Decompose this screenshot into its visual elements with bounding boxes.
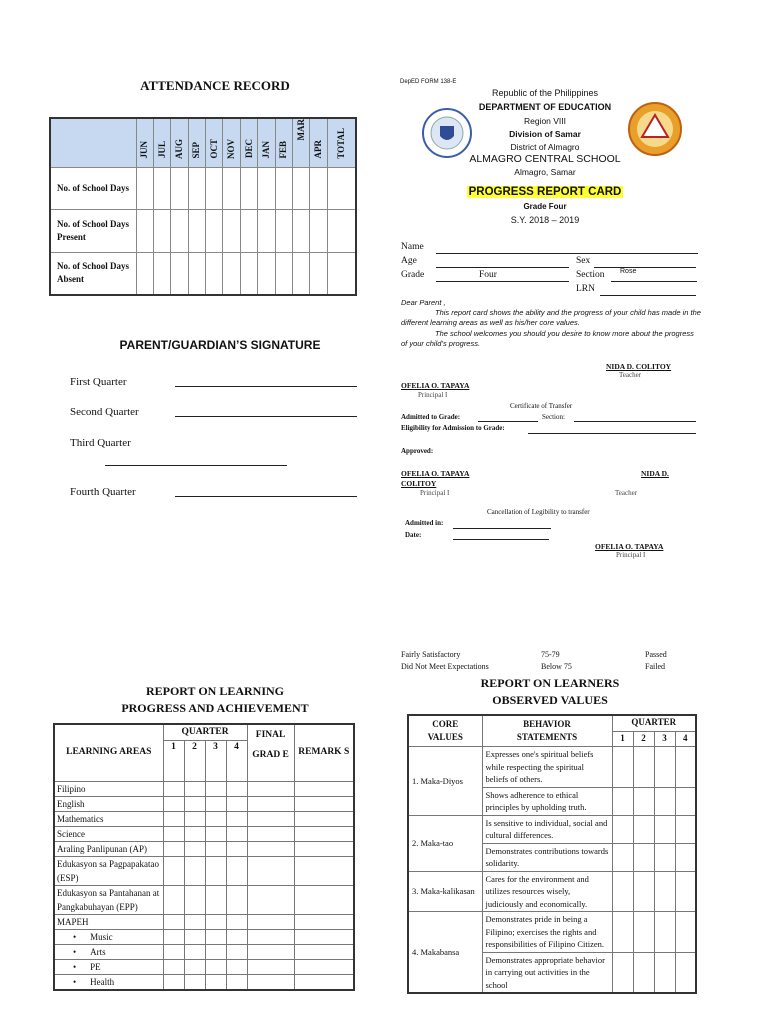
- grade-cell[interactable]: [205, 885, 226, 914]
- subject-label: English: [57, 798, 85, 809]
- second-quarter-label: Second Quarter: [70, 406, 139, 418]
- rating-cell[interactable]: [654, 747, 675, 788]
- month-header: DEC: [243, 139, 254, 159]
- teacher-title: Teacher: [615, 489, 638, 497]
- grade-cell[interactable]: [163, 781, 184, 796]
- grade-cell[interactable]: [294, 944, 354, 959]
- signature-line[interactable]: [175, 416, 357, 417]
- admitted-grade-label: Admitted to Grade:: [401, 413, 461, 421]
- subject-label: Science: [57, 828, 85, 839]
- form-number: DepED FORM 138-E: [400, 79, 457, 85]
- grade-cell[interactable]: [247, 811, 294, 826]
- subject-label: Music: [90, 931, 113, 942]
- first-quarter-label: First Quarter: [70, 376, 127, 388]
- grade-cell[interactable]: [226, 781, 247, 796]
- grade-cell[interactable]: [247, 929, 294, 944]
- date-label: Date:: [405, 531, 422, 539]
- month-header: OCT: [208, 138, 219, 159]
- grade-value: Four: [479, 270, 497, 280]
- grade-cell[interactable]: [294, 781, 354, 796]
- subject-row: [54, 796, 354, 811]
- rating-cell[interactable]: [654, 871, 675, 912]
- quarter-2-header: 2: [633, 731, 654, 746]
- rating-cell[interactable]: [675, 952, 696, 993]
- quarter-3-header: 3: [654, 731, 675, 746]
- grade-cell[interactable]: [247, 885, 294, 914]
- behavior-statement: Is sensitive to individual, social and cultural differences.: [482, 815, 612, 843]
- grade-cell[interactable]: [205, 826, 226, 841]
- grade-cell[interactable]: [163, 811, 184, 826]
- month-header: SEP: [191, 141, 202, 159]
- grade-cell[interactable]: [247, 944, 294, 959]
- row-label: No. of School Days: [50, 167, 136, 210]
- values-title: REPORT ON LEARNERS: [480, 676, 620, 690]
- values-title: OBSERVED VALUES: [492, 693, 608, 707]
- grade-cell[interactable]: [247, 841, 294, 856]
- grade-cell[interactable]: [226, 974, 247, 990]
- attendance-table: [49, 117, 357, 296]
- grade-cell[interactable]: [226, 826, 247, 841]
- rating-cell[interactable]: [654, 952, 675, 993]
- learning-areas-table: [53, 723, 355, 991]
- grade-cell[interactable]: [247, 959, 294, 974]
- subject-name: [54, 929, 163, 944]
- grade-cell[interactable]: [163, 841, 184, 856]
- month-header: AUG: [173, 138, 184, 159]
- third-quarter-label: Third Quarter: [70, 437, 131, 449]
- behavior-statement: Shows adherence to ethical principles by upholding truth.: [482, 787, 612, 815]
- approved-label: Approved:: [401, 447, 434, 455]
- behavior-statement: Demonstrates pride in being a Filipino; exercises the rights and responsibilities of Filipino Citizen.: [482, 912, 612, 953]
- month-header: NOV: [226, 138, 237, 159]
- letter-paragraph: The school welcomes you should you desire to know more about the progress of your child’s progress.: [401, 329, 694, 348]
- grade-cell[interactable]: [184, 856, 205, 885]
- learning-areas-header: LEARNING AREAS: [54, 724, 163, 781]
- core-value: 3. Maka-kalikasan: [408, 871, 482, 912]
- grade-cell[interactable]: [184, 959, 205, 974]
- grade-cell[interactable]: [205, 944, 226, 959]
- bullet-icon: •: [73, 961, 77, 972]
- grade-cell[interactable]: [184, 811, 205, 826]
- value-row: [408, 912, 696, 953]
- scale-range: 75-79: [541, 650, 560, 659]
- quarter-header: QUARTER: [612, 715, 696, 731]
- subject-row: [54, 959, 354, 974]
- grade-level: Grade Four: [523, 202, 567, 211]
- grade-cell[interactable]: [294, 796, 354, 811]
- admitted-grade-field[interactable]: [478, 421, 538, 422]
- age-label: Age: [401, 256, 417, 266]
- scale-desc: Fairly Satisfactory: [401, 650, 461, 659]
- attendance-title: ATTENDANCE RECORD: [140, 78, 290, 93]
- grade-cell[interactable]: [205, 856, 226, 885]
- grade-cell[interactable]: [294, 959, 354, 974]
- core-values-table: [407, 714, 697, 994]
- grade-cell[interactable]: [184, 826, 205, 841]
- grade-cell[interactable]: [163, 885, 184, 914]
- grade-label: Grade: [401, 270, 425, 280]
- behavior-statement: Expresses one's spiritual beliefs while respecting the spiritual beliefs of others.: [482, 747, 612, 788]
- grade-cell[interactable]: [184, 914, 205, 929]
- subject-row: [54, 929, 354, 944]
- grade-cell[interactable]: [294, 811, 354, 826]
- month-header: JUN: [139, 141, 150, 159]
- subject-row: [54, 781, 354, 796]
- grade-cell[interactable]: [226, 914, 247, 929]
- grade-cell[interactable]: [247, 781, 294, 796]
- value-row: [408, 871, 696, 912]
- rating-cell[interactable]: [633, 815, 654, 843]
- teacher-title: Teacher: [619, 371, 642, 379]
- subject-name: [54, 944, 163, 959]
- section-label: Section: [576, 270, 605, 280]
- bullet-icon: •: [73, 976, 77, 987]
- subject-name: [54, 914, 163, 929]
- row-label: No. of School Days Present: [50, 210, 136, 253]
- grade-cell[interactable]: [205, 929, 226, 944]
- rating-cell[interactable]: [633, 871, 654, 912]
- rating-cell[interactable]: [612, 787, 633, 815]
- grade-cell[interactable]: [226, 929, 247, 944]
- school-address: Almagro, Samar: [514, 167, 576, 177]
- subject-name: [54, 974, 163, 990]
- attendance-row: [50, 167, 356, 210]
- signature-title: PARENT/GUARDIAN’S SIGNATURE: [119, 338, 321, 352]
- rating-cell[interactable]: [675, 912, 696, 953]
- rating-cell[interactable]: [633, 787, 654, 815]
- department: DEPARTMENT OF EDUCATION: [478, 102, 612, 112]
- grade-cell[interactable]: [226, 959, 247, 974]
- grade-cell[interactable]: [294, 929, 354, 944]
- letter-paragraph: This report card shows the ability and the progress of your child has made in the different learning areas as well as his/her core values.: [401, 308, 701, 327]
- eligibility-field[interactable]: [528, 433, 696, 434]
- grade-cell[interactable]: [247, 826, 294, 841]
- principal-title: Principal I: [420, 489, 450, 497]
- subject-label: Araling Panlipunan (AP): [57, 843, 147, 854]
- subject-name: [54, 811, 163, 826]
- bullet-icon: •: [73, 931, 77, 942]
- admitted-in-field[interactable]: [453, 528, 551, 529]
- subject-row: [54, 944, 354, 959]
- signature-line[interactable]: [175, 496, 357, 497]
- month-header: JUL: [156, 141, 167, 159]
- month-header: MAR: [295, 119, 306, 141]
- rating-cell[interactable]: [612, 815, 633, 843]
- core-value: 1. Maka-Diyos: [408, 747, 482, 816]
- quarter-2-header: 2: [184, 740, 205, 781]
- fourth-quarter-label: Fourth Quarter: [70, 486, 136, 498]
- sex-field[interactable]: [594, 267, 696, 268]
- sex-label: Sex: [576, 256, 591, 266]
- learning-title: REPORT ON LEARNING: [145, 684, 285, 698]
- bullet-icon: •: [73, 946, 77, 957]
- behavior-statement: Cares for the environment and utilizes resources wisely, judiciously and economically.: [482, 871, 612, 912]
- scale-remark: Failed: [645, 662, 665, 671]
- admitted-in-label: Admitted in:: [405, 519, 444, 527]
- grade-cell[interactable]: [163, 929, 184, 944]
- grade-cell[interactable]: [184, 841, 205, 856]
- rating-cell[interactable]: [675, 787, 696, 815]
- month-header: JAN: [260, 141, 271, 159]
- subject-label: Arts: [90, 946, 106, 957]
- subject-label: MAPEH: [57, 916, 89, 927]
- grade-cell[interactable]: [205, 914, 226, 929]
- quarter-3-header: 3: [205, 740, 226, 781]
- transfer-section-label: Section:: [542, 413, 565, 421]
- region: Region VIII: [523, 116, 567, 126]
- grade-cell[interactable]: [163, 856, 184, 885]
- subject-label: Edukasyon sa Pagpapakatao (ESP): [57, 858, 159, 883]
- rating-cell[interactable]: [612, 912, 633, 953]
- core-values-header: CORE VALUES: [408, 715, 482, 747]
- grade-cell[interactable]: [226, 811, 247, 826]
- subject-row: [54, 841, 354, 856]
- subject-row: [54, 826, 354, 841]
- quarter-1-header: 1: [163, 740, 184, 781]
- grade-cell[interactable]: [226, 841, 247, 856]
- quarter-header: QUARTER: [163, 724, 247, 740]
- rating-cell[interactable]: [675, 871, 696, 912]
- subject-label: Edukasyon sa Pantahanan at Pangkabuhayan (EPP): [57, 887, 160, 912]
- subject-name: [54, 856, 163, 885]
- rating-cell[interactable]: [654, 843, 675, 871]
- grade-cell[interactable]: [226, 856, 247, 885]
- quarter-4-header: 4: [675, 731, 696, 746]
- subject-label: Filipino: [57, 783, 86, 794]
- rating-cell[interactable]: [612, 843, 633, 871]
- signature-line[interactable]: [105, 465, 287, 466]
- transfer-section-field[interactable]: [574, 421, 696, 422]
- quarter-4-header: 4: [226, 740, 247, 781]
- behavior-header: BEHAVIOR STATEMENTS: [482, 715, 612, 747]
- behavior-statement: Demonstrates contributions towards solidarity.: [482, 843, 612, 871]
- grade-cell[interactable]: [247, 796, 294, 811]
- subject-row: [54, 885, 354, 914]
- signature-line[interactable]: [175, 386, 357, 387]
- grade-cell[interactable]: [247, 856, 294, 885]
- transfer-title: Certificate of Transfer: [510, 402, 573, 410]
- grade-cell[interactable]: [184, 796, 205, 811]
- rating-cell[interactable]: [633, 747, 654, 788]
- final-grade-header: FINAL GRAD E: [247, 724, 294, 781]
- subject-name: [54, 796, 163, 811]
- subject-label: Health: [90, 976, 115, 987]
- core-value: 2. Maka-tao: [408, 815, 482, 871]
- card-title: PROGRESS REPORT CARD: [468, 186, 622, 198]
- name-label: Name: [401, 242, 424, 252]
- grade-cell[interactable]: [294, 914, 354, 929]
- grade-cell[interactable]: [184, 929, 205, 944]
- principal-title: Principal I: [616, 551, 646, 559]
- principal-name: OFELIA O. TAPAYA: [595, 542, 664, 551]
- grade-cell[interactable]: [163, 914, 184, 929]
- grade-cell[interactable]: [205, 781, 226, 796]
- rating-cell[interactable]: [654, 815, 675, 843]
- attendance-row: [50, 252, 356, 295]
- grade-cell[interactable]: [294, 885, 354, 914]
- age-field[interactable]: [436, 267, 569, 268]
- subject-name: [54, 959, 163, 974]
- grade-cell[interactable]: [163, 959, 184, 974]
- subject-label: Mathematics: [57, 813, 104, 824]
- remarks-header: REMARK S: [294, 724, 354, 781]
- teacher-name-cont: COLITOY: [401, 479, 437, 488]
- total-header: TOTAL: [335, 127, 346, 159]
- grade-cell[interactable]: [205, 974, 226, 990]
- school-year: S.Y. 2018 – 2019: [510, 215, 580, 225]
- scale-desc: Did Not Meet Expectations: [401, 662, 489, 671]
- subject-row: [54, 974, 354, 990]
- grade-cell[interactable]: [163, 944, 184, 959]
- month-header: APR: [313, 140, 324, 159]
- rating-cell[interactable]: [654, 787, 675, 815]
- grade-cell[interactable]: [226, 796, 247, 811]
- rating-cell[interactable]: [612, 952, 633, 993]
- grade-cell[interactable]: [205, 796, 226, 811]
- subject-label: PE: [90, 961, 101, 972]
- scale-range: Below 75: [541, 662, 572, 671]
- grade-field[interactable]: [436, 281, 569, 282]
- subject-name: [54, 781, 163, 796]
- grade-cell[interactable]: [294, 826, 354, 841]
- district: District of Almagro: [510, 142, 580, 152]
- subject-row: [54, 811, 354, 826]
- grade-cell[interactable]: [205, 959, 226, 974]
- school-name: ALMAGRO CENTRAL SCHOOL: [469, 153, 621, 165]
- grade-cell[interactable]: [163, 974, 184, 990]
- core-value: 4. Makabansa: [408, 912, 482, 994]
- month-header: FEB: [278, 140, 289, 159]
- rating-cell[interactable]: [633, 952, 654, 993]
- date-field[interactable]: [453, 539, 549, 540]
- grade-cell[interactable]: [294, 856, 354, 885]
- eligibility-label: Eligibility for Admission to Grade:: [401, 424, 505, 432]
- rating-cell[interactable]: [612, 747, 633, 788]
- value-row: [408, 815, 696, 843]
- teacher-name: NIDA D. COLITOY: [606, 362, 672, 371]
- grade-cell[interactable]: [184, 944, 205, 959]
- subject-name: [54, 826, 163, 841]
- grade-cell[interactable]: [205, 811, 226, 826]
- grade-cell[interactable]: [205, 841, 226, 856]
- quarter-1-header: 1: [612, 731, 633, 746]
- rating-cell[interactable]: [633, 912, 654, 953]
- section-value: Rose: [620, 268, 637, 275]
- behavior-statement: Demonstrates appropriate behavior in carrying out activities in the school: [482, 952, 612, 993]
- republic: Republic of the Philippines: [491, 88, 599, 98]
- value-row: [408, 747, 696, 788]
- learning-title: PROGRESS AND ACHIEVEMENT: [121, 701, 309, 715]
- grade-cell[interactable]: [226, 944, 247, 959]
- subject-row: [54, 914, 354, 929]
- grade-cell[interactable]: [184, 974, 205, 990]
- lrn-field[interactable]: [600, 295, 696, 296]
- teacher-name: NIDA D.: [641, 469, 669, 478]
- principal-title: Principal I: [418, 391, 448, 399]
- rating-cell[interactable]: [675, 843, 696, 871]
- section-field[interactable]: [611, 281, 697, 282]
- principal-name: OFELIA O. TAPAYA: [401, 381, 470, 390]
- rating-cell[interactable]: [633, 843, 654, 871]
- rating-cell[interactable]: [675, 747, 696, 788]
- subject-name: [54, 841, 163, 856]
- subject-name: [54, 885, 163, 914]
- grade-cell[interactable]: [247, 974, 294, 990]
- grade-cell[interactable]: [226, 885, 247, 914]
- scale-remark: Passed: [645, 650, 667, 659]
- grade-cell[interactable]: [294, 841, 354, 856]
- division: Division of Samar: [509, 129, 581, 139]
- row-label: No. of School Days Absent: [50, 252, 136, 295]
- principal-name: OFELIA O. TAPAYA: [401, 469, 470, 478]
- lrn-label: LRN: [576, 284, 595, 294]
- grade-cell[interactable]: [184, 885, 205, 914]
- grade-cell[interactable]: [184, 781, 205, 796]
- rating-cell[interactable]: [654, 912, 675, 953]
- rating-cell[interactable]: [675, 815, 696, 843]
- name-field[interactable]: [436, 253, 698, 254]
- grade-cell[interactable]: [163, 826, 184, 841]
- grade-cell[interactable]: [294, 974, 354, 990]
- grade-cell[interactable]: [163, 796, 184, 811]
- grade-cell[interactable]: [247, 914, 294, 929]
- letter-greeting: Dear Parent ,: [401, 298, 446, 307]
- rating-cell[interactable]: [612, 871, 633, 912]
- attendance-row: [50, 210, 356, 253]
- cancellation-title: Cancellation of Legibility to transfer: [487, 508, 590, 516]
- subject-row: [54, 856, 354, 885]
